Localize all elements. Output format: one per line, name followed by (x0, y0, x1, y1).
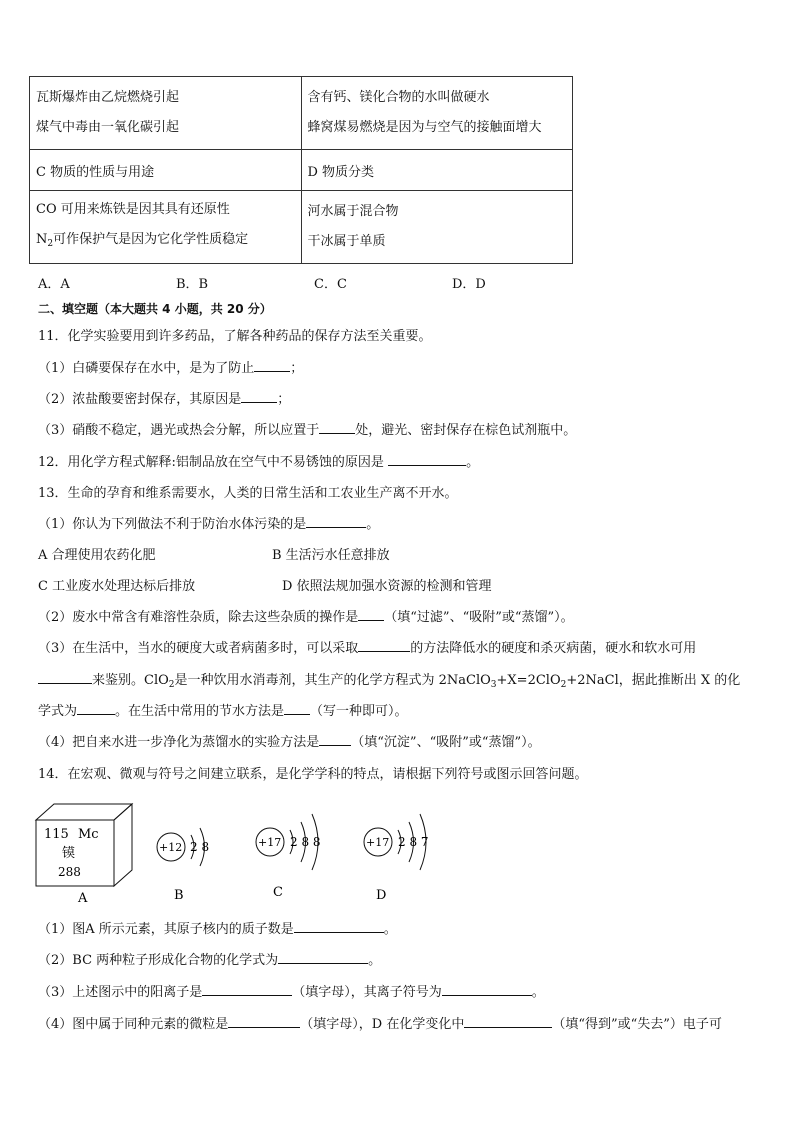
text: 来鉴别。ClO (92, 673, 169, 688)
text: （填字母），其离子符号为 (292, 985, 442, 1000)
q14-stem: 14．在宏观、微观与符号之间建立联系，是化学学科的特点，请根据下列符号或图示回答问题。 (38, 767, 588, 782)
answer-blank[interactable] (388, 453, 466, 466)
formula-part: N (36, 232, 48, 247)
q11-part2 (38, 388, 290, 407)
answer-blank[interactable] (254, 359, 290, 372)
text: （4）图中属于同种元素的微粒是 (38, 1017, 229, 1032)
cell-line: 河水属于混合物 (307, 204, 399, 219)
text: （填“过滤”、“吸附”或“蒸馏”）。 (384, 610, 574, 625)
q14-part3 (38, 981, 545, 1000)
option-a: A．A (38, 277, 70, 292)
cell-line: CO 可用来炼铁是因其具有还原性 (36, 202, 230, 217)
nucleus-charge-c: +17 (258, 836, 282, 849)
text: 。 (531, 985, 545, 1000)
shell-electrons-d: 2 8 7 (398, 835, 429, 849)
element-symbol: Mc (78, 827, 99, 842)
table-cell: C 物质的性质与用途 (30, 150, 302, 191)
text: +X=2ClO (496, 673, 561, 688)
subscript: 2 (168, 680, 175, 690)
answer-blank[interactable] (442, 983, 532, 996)
text: （1）白磷要保存在水中，是为了防止 (38, 361, 255, 376)
answer-blank[interactable] (38, 671, 92, 684)
label-a: A (78, 891, 88, 906)
table-cell (301, 191, 573, 264)
subscript: 2 (560, 680, 567, 690)
text: 。 (383, 922, 397, 937)
answer-blank[interactable] (202, 983, 292, 996)
text: （填“得到”或“失去”）电子可 (552, 1017, 722, 1032)
element-cube (36, 804, 132, 886)
option-d: D．D (452, 277, 486, 292)
formula-part: 可作保护气是因为它化学性质稳定 (53, 232, 249, 247)
text: 处，避光、密封保存在棕色试剂瓶中。 (355, 423, 577, 438)
q13-part3-line1 (38, 637, 696, 656)
q13-option-b: B 生活污水任意排放 (272, 548, 390, 563)
subscript: 3 (490, 680, 497, 690)
option-b: B．B (176, 277, 209, 292)
text: ； (277, 392, 291, 407)
text: 12．用化学方程式解释:铝制品放在空气中不易锈蚀的原因是 (38, 455, 384, 470)
text: （3）硝酸不稳定，遇光或热会分解，所以应置于 (38, 423, 320, 438)
table-cell: D 物质分类 (301, 150, 573, 191)
text: 的方法降低水的硬度和杀灭病菌，硬水和软水可用 (410, 641, 697, 656)
atomic-mass: 288 (58, 865, 81, 879)
atomic-number: 115 (44, 827, 69, 842)
answer-blank[interactable] (278, 951, 368, 964)
answer-blank[interactable] (358, 608, 384, 621)
answer-blank[interactable] (228, 1015, 300, 1028)
nucleus-charge-d: +17 (366, 836, 390, 849)
q12 (38, 451, 479, 470)
text: （3）上述图示中的阳离子是 (38, 985, 203, 1000)
answer-blank[interactable] (294, 920, 384, 933)
q13-part2 (38, 606, 574, 625)
text: 学式为 (38, 704, 78, 719)
q13-part3-line3 (38, 700, 408, 719)
text: 。 (366, 517, 380, 532)
text: （填“沉淀”、“吸附”或“蒸馏”）。 (351, 735, 541, 750)
answer-blank[interactable] (319, 733, 351, 746)
q11-part3 (38, 419, 576, 438)
text: （填字母），D 在化学变化中 (300, 1017, 465, 1032)
cell-line (36, 225, 295, 259)
answer-blank[interactable] (306, 515, 366, 528)
atom-diagrams (28, 792, 488, 908)
table-cell (30, 77, 302, 150)
q13-part1 (38, 513, 379, 532)
label-b: B (174, 888, 184, 903)
text: （2）废水中常含有难溶性杂质，除去这些杂质的操作是 (38, 610, 359, 625)
comparison-table (29, 76, 573, 264)
text: +2NaCl，据此推断出 X 的化 (566, 673, 741, 688)
cell-line: 含有钙、镁化合物的水叫做硬水 (307, 90, 490, 105)
cell-line: 蜂窝煤易燃烧是因为与空气的接触面增大 (307, 120, 542, 135)
answer-blank[interactable] (319, 421, 355, 434)
q14-part2 (38, 949, 381, 968)
answer-blank[interactable] (241, 390, 277, 403)
text: （2）浓盐酸要密封保存，其原因是 (38, 392, 242, 407)
q13-option-a: A 合理使用农药化肥 (38, 548, 156, 563)
section-title: 二、填空题（本大题共 4 小题，共 20 分） (38, 302, 272, 316)
table-cell (30, 191, 302, 264)
nucleus-charge-b: +12 (159, 841, 183, 854)
cell-line: 干冰属于单质 (307, 234, 386, 249)
text: （4）把自来水进一步净化为蒸馏水的实验方法是 (38, 735, 320, 750)
text: ； (290, 361, 304, 376)
q11-part1 (38, 357, 303, 376)
answer-blank[interactable] (284, 702, 310, 715)
q13-option-d: D 依照法规加强水资源的检测和管理 (282, 579, 492, 594)
shell-electrons-b: 2 8 (190, 840, 210, 854)
cell-line: 煤气中毒由一氧化碳引起 (36, 120, 180, 135)
text: 。 (466, 455, 480, 470)
text: （写一种即可）。 (310, 704, 408, 719)
text: （1）图A 所示元素，其原子核内的质子数是 (38, 922, 294, 937)
element-name: 镆 (62, 846, 76, 861)
label-d: D (376, 888, 387, 903)
q14-part1 (38, 918, 397, 937)
q13-stem: 13．生命的孕育和维系需要水，人类的日常生活和工农业生产离不开水。 (38, 486, 458, 501)
text: 。在生活中常用的节水方法是 (115, 704, 285, 719)
q13-option-c: C 工业废水处理达标后排放 (38, 579, 196, 594)
text: （3）在生活中，当水的硬度大或者病菌多时，可以采取 (38, 641, 359, 656)
option-c: C．C (314, 277, 347, 292)
answer-blank[interactable] (77, 702, 115, 715)
subscript: 2 (47, 239, 54, 249)
text: 。 (368, 953, 382, 968)
text: 是一种饮用水消毒剂，其生产的化学方程式为 2NaClO (174, 673, 491, 688)
answer-blank[interactable] (358, 639, 410, 652)
table-cell (301, 77, 573, 150)
label-c: C (273, 885, 283, 900)
q14-part4 (38, 1013, 722, 1032)
q13-part3-line2 (38, 669, 740, 690)
cell-line: 瓦斯爆炸由乙烷燃烧引起 (36, 90, 180, 105)
q11-stem: 11．化学实验要用到许多药品，了解各种药品的保存方法至关重要。 (38, 329, 432, 344)
text: （2）BC 两种粒子形成化合物的化学式为 (38, 953, 279, 968)
q13-part4 (38, 731, 541, 750)
shell-electrons-c: 2 8 8 (290, 835, 321, 849)
text: （1）你认为下列做法不利于防治水体污染的是 (38, 517, 307, 532)
answer-blank[interactable] (464, 1015, 552, 1028)
